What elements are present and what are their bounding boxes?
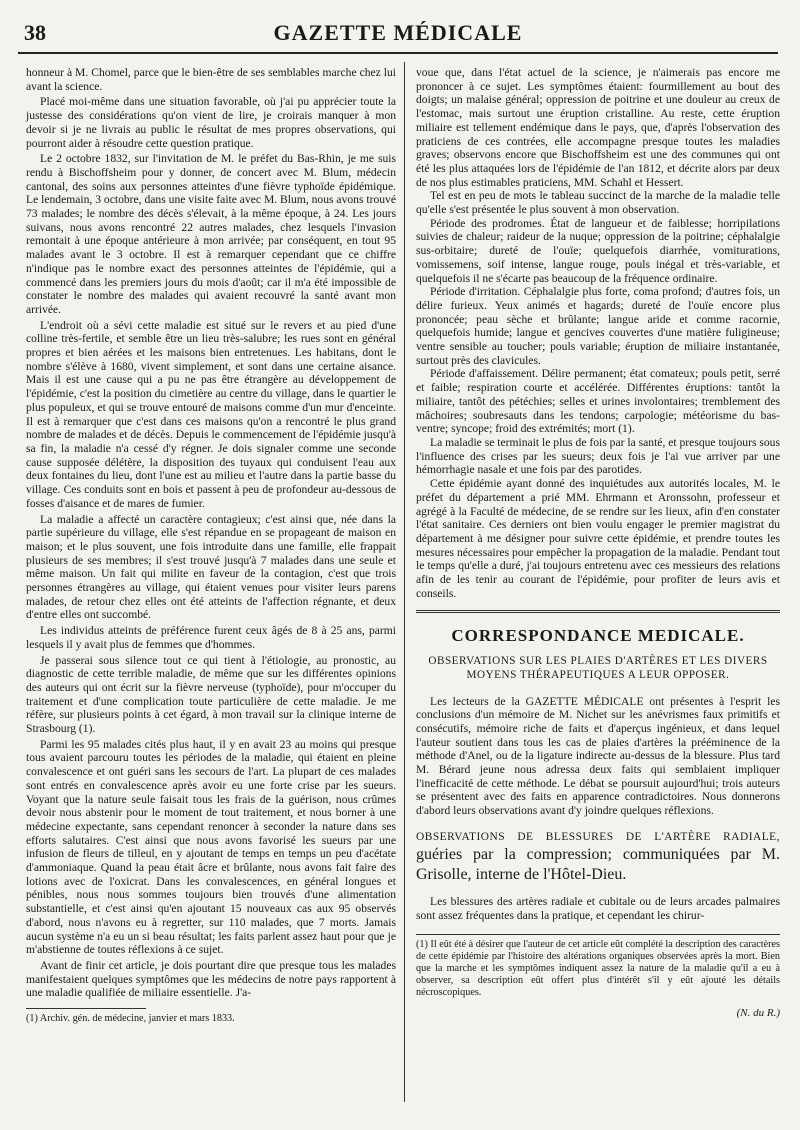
paragraph: Les individus atteints de préférence furent ceux âgés de 8 à 25 ans, parmi lesquels il y avait plus de femmes que d'hommes.: [26, 624, 396, 651]
paragraph: Les lecteurs de la GAZETTE MÉDICALE ont présentes à l'esprit les conclusions d'un mémoire de M. Nichet sur les anévrismes faux primitifs et consécutifs, mémoire riche de faits et d'aperçus ingénieux, et dans lequel l'auteur soutient dans tous les cas de plaies d'artères la prééminence de la méthode d'Anel, ou de la ligature indirecte au-dessus de la blessure. Plus tard M. Bérard jeune nous adressa deux faits qui semblaient impliquer l'inefficacité de cette méthode. Le débat se poursuit aujourd'hui; trois auteurs se présentent avec des faits en apparence contradictoires. Nous donnerons d'abord leurs observations avant d'y joindre quelques réflexions.: [416, 694, 780, 818]
paragraph: La maladie a affecté un caractère contagieux; c'est ainsi que, née dans la partie supérieure du village, elle s'est répandue en se propageant de maison en maison; et le plus souvent, une fois introduite dans une famille, elle frappait plusieurs de ses membres; il s'est trouvé jusqu'à 7 malades dans une seule et même maison. Un fait qui milite en faveur de la contagion, c'est que trois personnes étrangères au village, qui étaient venues pour visiter leurs parens malades, de retour chez elles ont été atteints de l'affection régnante, et deux d'entre elles ont succombé.: [26, 512, 396, 622]
footnote-rule: [26, 1008, 146, 1009]
paragraph: Avant de finir cet article, je dois pourtant dire que presque tous les malades manifestaient quelques symptômes que les médecins de notre pays rapportent à une maladie qualifiée de miliaire essentielle. J'a-: [26, 959, 396, 1000]
page-number: 38: [24, 20, 46, 45]
paragraph: Période d'affaissement. Délire permanent; état comateux; pouls petit, serré et faible; respiration courte et accélérée. Différentes éruptions: tantôt la miliaire, tantôt des pétéchies; selles et urines involontaires; tremblement des mâchoires; soubresauts dans les tendons; carpologie; météorisme du bas-ventre; syncope; froid des extrémités; mort (1).: [416, 367, 780, 436]
paragraph: Cette épidémie ayant donné des inquiétudes aux autorités locales, M. le préfet du département a prié MM. Ehrmann et Aronssohn, professeur et agrégé à la Faculté de médecine, de se rendre sur les lieux, afin d'en constater l'état sanitaire. Ces derniers ont bien voulu engager le premier magistrat du département à me désigner pour suivre cette épidémie, et prendre toutes les mesures nécessaires pour empêcher la propagation de la maladie. Pendant tout le temps qu'elle a duré, j'ai toujours entretenu avec ces messieurs des relations afin de les tenir au courant de l'épidémie, pour profiter de leurs avis et conseils.: [416, 477, 780, 600]
column-divider: [404, 62, 405, 1102]
paragraph: Parmi les 95 malades cités plus haut, il y en avait 23 au moins qui presque tous avaient parcouru toutes les périodes de la maladie, qui étaient en pleine convalescence et ont guéri sans les secours de l'art. La plupart de ces malades sont entrés en convalescence après avoir eu une forte crise par les sueurs. Voyant que la nature seule faisait tous les frais de la guérison, nous crûmes devoir nous abstenir pour le moment de tout traitement, et nous borner à une médecine expectante, sans cependant renoncer à seconder la nature dans ses efforts salutaires. C'est ainsi que nous avons favorisé les sueurs par une infusion de fleurs de tilleul, en y ajoutant de temps en temps un peu d'acétate d'ammoniaque. Quand la peau était âcre et brûlante, nous avons fait faire des lotions avec de l'oxicrat. Dans les convalescences, en général longues et pénibles, nous nous sommes toujours bien trouvés d'une alimentation substantielle, et c'est ainsi qu'en ajoutant 15 nouveaux cas aux 95 observés d'abord, nous n'avons eu à regretter, sur 110 malades, que 7 morts. Jamais aucun système n'a eu un si beau résultat; les faits parlent assez haut pour que je m'abstienne de toutes réflexions à ce sujet.: [26, 737, 396, 957]
section-subtitle: OBSERVATIONS SUR LES PLAIES D'ARTÈRES ET LES DIVERS MOYENS THÉRAPEUTIQUES A LEUR OPPOSER.: [428, 655, 768, 681]
paragraph: Tel est en peu de mots le tableau succinct de la marche de la maladie telle qu'elle s'est présentée le plus souvent à mon observation.: [416, 189, 780, 217]
section-title: CORRESPONDANCE MEDICALE.: [451, 626, 745, 646]
section-rule: [416, 610, 780, 613]
paragraph: Les blessures des artères radiale et cubitale ou de leurs arcades palmaires sont assez fréquentes dans la pratique, et cependant les chirur-: [416, 894, 780, 922]
article-heading-line: OBSERVATIONS DE BLESSURES DE L'ARTÈRE RADIALE,: [416, 830, 780, 843]
page-header: [18, 14, 778, 54]
article-heading-subline: guéries par la compression; communiquées par M. Grisolle, interne de l'Hôtel-Dieu.: [416, 845, 780, 883]
article-heading: [416, 830, 780, 885]
paragraph: Placé moi-même dans une situation favorable, où j'ai pu apprécier toute la justesse des considérations qu'on vient de lire, je croirais manquer à mon devoir si je ne livrais au public le résultat de mes propres observations, qui pourront aider à résoudre cette question pratique.: [26, 95, 396, 150]
paragraph: Le 2 octobre 1832, sur l'invitation de M. le préfet du Bas-Rhin, je me suis rendu à Bischoffsheim pour y donner, de concert avec M. Blum, médecin cantonal, des soins aux personnes atteintes d'une fièvre typhoïde épidémique. Le lendemain, 3 octobre, dans une visite faite avec M. Blum, nous avons trouvé 73 malades; le nombre des décès s'élevait, à la même époque, à 24. Les jours suivans, nous avons rencontré 22 autres malades, chez lesquels l'invasion remontait à une époque antérieure à mon arrivée; par conséquent, en tout 95 malades avant le 3 octobre. Il est à remarquer cependant que ce chiffre n'indique pas le nombre exact des personnes atteintes de l'épidémie, qui a commencé dans les premiers jours du mois d'août; car il m'a été impossible de constater le nombre des malades qui avaient recouvré la santé avant mon arrivée.: [26, 152, 396, 316]
footnote: (1) Il eût été à désirer que l'auteur de cet article eût complété la description des caractères de cette épidémie par l'histoire des altérations organiques observées après la mort. Bien que la marche et les symptômes indiquent assez la nature de la maladie qu'il a eu à observer, sa description eût offert plus d'intérêt s'il y eût ajouté les détails nécroscopiques.: [416, 939, 780, 999]
right-column: [416, 66, 780, 1111]
paragraph: voue que, dans l'état actuel de la science, je n'aimerais pas encore me prononcer à ce sujet. Les symptômes étaient: fourmillement au bout des doigts; un malaise général; oppression de poitrine et une douleur au creux de l'estomac, mais surtout une éruption cristalline. Au reste, cette éruption miliaire est tellement endémique dans le pays, que, d'après l'observation des praticiens de ces contrées, elle accompagne presque toutes les maladies graves; observons encore que Bischoffsheim est une des communes qui ont été les plus attaquées lors de l'épidémie de l'an 1812, et décrite alors par deux de nos plus estimables praticiens, MM. Schahl et Hessert.: [416, 66, 780, 189]
paragraph: Période d'irritation. Céphalalgie plus forte, coma profond; d'autres fois, un délire furieux. Yeux animés et hagards; dureté de l'ouïe encore plus prononcée; peau sèche et brûlante; langue aride et comme racornie, quelquefois humide; langue et gencives couvertes d'une matière fuligineuse; ventre sensible au toucher; pouls variable; éruption de miliaire instantanée, surtout près des clavicules.: [416, 285, 780, 367]
footnote: (1) Archiv. gén. de médecine, janvier et mars 1833.: [26, 1013, 235, 1025]
paragraph: Je passerai sous silence tout ce qui tient à l'étiologie, au pronostic, au diagnostic de cette terrible maladie, de même que sur les différentes opinions des auteurs qui ont écrit sur la fièvre nerveuse (typhoïde), pour m'occuper du traitement et d'une complication toute particulière de cette maladie. Je me réfère, sur plusieurs points à cet égard, à mon travail sur la clinique interne de Strasbourg (1).: [26, 653, 396, 736]
paragraph: Période des prodromes. État de langueur et de faiblesse; horripilations suivies de chaleur; raideur de la nuque; oppression de la poitrine; céphalalgie sus-orbitaire; dureté de l'ouïe; quelquefois diarrhée, vomiturations, vomissemens, soif intense, langue rouge, pouls inégal et très-variable, et quelquefois il ne s'écarte pas beaucoup de la fréquence ordinaire.: [416, 216, 780, 285]
footnote-rule: [416, 934, 780, 935]
editor-signature: (N. du R.): [736, 1007, 780, 1020]
journal-title: GAZETTE MÉDICALE: [273, 20, 523, 45]
paragraph: honneur à M. Chomel, parce que le bien-être de ses semblables marche chez lui avant la science.: [26, 66, 396, 93]
left-column: [26, 66, 396, 1096]
paragraph: La maladie se terminait le plus de fois par la santé, et presque toujours sous l'influence des crises par les sueurs; deux fois je l'ai vue arriver par une hémorrhagie nasale et une fois par des parotides.: [416, 435, 780, 477]
paragraph: L'endroit où a sévi cette maladie est situé sur le revers et au pied d'une colline très-fertile, et semble être un lieu très-salubre; les rues sont en général propres et bien aérées et les maisons bien entretenues. Les habitans, dont le nombre s'élève à 1680, vivent simplement, et sont dans une certaine aisance. Mais il est une cause qui a pu ne pas être étrangère au développement de l'épidémie, c'est la position du cimetière au centre du village, dans le quartier le plus populeux, et qui se trouve entouré de maisons comme d'un mur d'enceinte. Il est à remarquer que c'est dans ces maisons qu'on a rencontré le plus grand nombre de malades et de décès. Depuis le commencement de l'épidémie jusqu'à sa fin, la maladie n'a cessé d'y régner. Je dois signaler comme une seconde cause supposée délétère, la disposition des tuyaux qui conduisent l'eau aux deux fontaines du lieu, dont l'une est au milieu et l'autre dans la partie basse du village. Ces conduits sont en bois et passent à peu de profondeur au-dessous de fosses d'aisance et de mares de fumier.: [26, 318, 396, 510]
